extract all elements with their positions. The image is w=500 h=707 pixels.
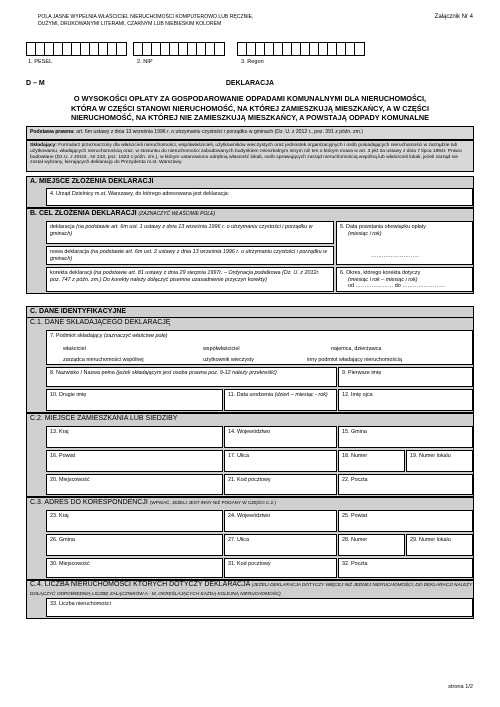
regon-boxes[interactable] — [237, 42, 365, 56]
field-5-label: 5. Data powstania obowiązku opłaty — [340, 224, 427, 230]
field-7-label: 7. Podmiot składający — [50, 333, 103, 339]
field-17-label: 17. Ulica — [228, 453, 249, 459]
pesel-boxes[interactable] — [26, 42, 127, 56]
title-line-1: O WYSOKOŚCI OPŁATY ZA GOSPODAROWANIE ODPADAMI KOMUNALNYMI DLA NIERUCHOMOŚCI, — [73, 94, 427, 103]
field-31-postal-code[interactable] — [224, 558, 337, 578]
nip-boxes[interactable] — [133, 42, 225, 56]
field-27-street[interactable] — [224, 534, 337, 556]
section-c4-title: C.4. LICZBA NIERUCHOMOŚCI KTÓRYCH DOTYCZY DEKLARACJA — [30, 581, 250, 588]
field-10-second-name[interactable] — [46, 389, 223, 411]
field-11-hint: (dzień – miesiąc - rok) — [274, 392, 328, 398]
field-33-label: 33. Liczba nieruchomości — [50, 601, 111, 607]
field-10-label: 10. Drugie imię — [50, 392, 87, 398]
field-26-label: 26. Gmina — [50, 537, 75, 543]
field-14-label: 14. Województwo — [228, 429, 271, 435]
declaration-name: DEKLARACJA — [225, 80, 275, 87]
field-14-voivodeship[interactable] — [224, 426, 337, 448]
option-1-label: deklaracja — [50, 224, 75, 230]
title-line-2: KTÓRA W CZĘŚCI STANOWI NIERUCHOMOŚĆ, NA KTÓREJ ZAMIESZKUJĄ MIESZKAŃCY, A W CZĘŚCI — [71, 103, 429, 113]
field-4-office[interactable] — [46, 188, 473, 206]
opt-other-label: inny podmiot władający nieruchomością — [307, 357, 402, 363]
field-8-hint: (jeżeli składającym jest osoba prawna poz. 9-12 należy przekreślić) — [116, 370, 277, 376]
page-number: strona 1/2 — [448, 684, 473, 690]
legal-basis — [26, 126, 474, 140]
field-32-label: 32. Poczta — [342, 561, 368, 567]
section-c2-title: C.2. MIEJSCE ZAMIESZKANIA LUB SIEDZIBY — [30, 415, 178, 422]
submitters-text: Formularz przeznaczony dla właścicieli nieruchomości, współwłaścicieli, użytkowników wieczystych oraz jednostek organizacyjnych i osób posiadających nieruchomości w zarządzie lub użytkowaniu, władających nieruchomością oraz, w stosunku do nieruchomości zabudowanych budynkiem mieszkalnym innym niż ten o którym mowa w art. 3 pkt 2a ustawy z dnia 7 lipca 1994r. Prawo budowlane (Dz.U. z 2010r., Nr 243, poz. 1623 z późn. zm.), w którym ustanowiono odrębną własność lokali, osób sprawujących zarząd nieruchomością wspólną lub właścicieli lokali, jeżeli zarząd nie został wybrany, kierujących deklarację do Prezydenta m.st. Warszawy. — [30, 143, 462, 166]
purpose-option-declaration[interactable] — [46, 221, 334, 244]
field-12-father-name[interactable] — [338, 389, 473, 411]
field-24-voivodeship[interactable] — [224, 510, 337, 532]
field-21-label: 21. Kod pocztowy — [228, 477, 271, 483]
field-13-label: 13. Kraj — [50, 429, 69, 435]
opt-owner-label: właściciel — [63, 346, 86, 352]
field-20-label: 20. Miejscowość — [50, 477, 90, 483]
opt-perpetual-label: użytkownik wieczysty — [203, 357, 254, 363]
field-29-label: 29. Numer lokalu — [410, 537, 451, 543]
fill-instructions — [38, 14, 338, 27]
section-a-title: A. MIEJSCE ZŁOŻENIA DEKLARACJI — [30, 178, 154, 185]
field-7-hint: (zaznaczyć właściwe pole) — [103, 333, 168, 339]
field-9-label: 9. Pierwsze imię — [342, 370, 382, 376]
field-19-apartment[interactable] — [406, 450, 473, 472]
field-6-correction-period[interactable] — [336, 267, 473, 292]
field-15-commune[interactable] — [338, 426, 473, 448]
opt-owner[interactable] — [63, 346, 86, 353]
field-5-obligation-date[interactable] — [336, 221, 473, 265]
field-22-label: 22. Poczta — [342, 477, 368, 483]
field-28-number[interactable] — [338, 534, 405, 556]
field-17-street[interactable] — [224, 450, 337, 472]
instructions-line-2: DUŻYMI, DRUKOWANYMI LITERAMI, CZARNYM LUB NIEBIESKIM KOLOREM — [38, 20, 222, 27]
opt-tenant[interactable] — [331, 346, 381, 353]
field-15-label: 15. Gmina — [342, 429, 367, 435]
section-b-hint: (ZAZNACZYĆ WŁAŚCIWE POLE) — [138, 211, 216, 217]
purpose-option-new-declaration[interactable] — [46, 246, 334, 265]
section-b-title: B. CEL ZŁOŻENIA DEKLARACJI — [30, 210, 137, 217]
form-title — [26, 94, 474, 123]
field-23-label: 23. Kraj — [50, 513, 69, 519]
field-21-postal-code[interactable] — [224, 474, 337, 495]
field-16-district[interactable] — [46, 450, 223, 472]
field-8-surname[interactable] — [46, 367, 337, 387]
submitters — [26, 140, 474, 172]
field-6-label: 6. Okres, którego korekta dotyczy — [340, 270, 421, 276]
opt-coowner[interactable] — [203, 346, 240, 353]
field-13-country[interactable] — [46, 426, 223, 448]
section-c1-title: C.1. DANE SKŁADAJĄCEGO DEKLARACJĘ — [30, 319, 171, 326]
field-7-entity-type[interactable] — [46, 330, 473, 365]
field-32-post-office[interactable] — [338, 558, 473, 578]
option-1-basis: (na podstawie art. 6m ust. 1 ustawy z dnia 13 września 1996 r. o utrzymaniu czystości i porządku w gminach) — [50, 224, 313, 237]
opt-perpetual[interactable] — [203, 357, 254, 364]
regon-label: 3. Regon — [241, 59, 264, 65]
submitters-label: Składający: — [30, 143, 57, 148]
field-12-label: 12. Imię ojca — [342, 392, 373, 398]
field-25-label: 25. Powiat — [342, 513, 368, 519]
opt-manager-label: zarządca nieruchomości wspólnej — [63, 357, 144, 363]
field-18-label: 18. Numer — [342, 453, 368, 459]
field-4-label: 4. Urząd Dzielnicy m.st. Warszawy, do którego adresowana jest deklaracja: — [50, 191, 230, 197]
field-18-number[interactable] — [338, 450, 405, 472]
instructions-line-1: POLA JASNE WYPEŁNIA WŁAŚCICIEL NIERUCHOMOŚCI KOMPUTEROWO LUB RĘCZNIE, — [38, 14, 254, 20]
opt-tenant-label: najemca, dzierżawca — [331, 346, 382, 352]
field-22-post-office[interactable] — [338, 474, 473, 495]
field-28-label: 28. Numer — [342, 537, 368, 543]
field-5-dots: ……………………… — [371, 253, 420, 259]
section-c4-header — [26, 580, 474, 598]
option-2-basis: (na podstawie art. 6m ust. 2 ustawy z dnia 13 września 1996 r. o utrzymaniu czystości i porządku w gminach) — [50, 249, 327, 262]
opt-coowner-label: współwłaściciel — [203, 346, 240, 352]
field-5-hint: (miesiąc i rok) — [348, 230, 382, 237]
opt-other[interactable] — [307, 357, 402, 364]
field-30-label: 30. Miejscowość — [50, 561, 90, 567]
annex-label: Załącznik Nr 4 — [434, 14, 473, 20]
field-20-city[interactable] — [46, 474, 223, 495]
field-19-label: 19. Numer lokalu — [410, 453, 451, 459]
field-6-dots: od ………………… do …………………… — [348, 283, 446, 290]
field-26-commune[interactable] — [46, 534, 223, 556]
field-11-birth-date[interactable] — [224, 389, 337, 411]
field-6-hint: (miesiąc i rok – miesiąc i rok) — [348, 276, 418, 283]
section-c3-title: C.3. ADRES DO KORESPONDENCJI — [30, 499, 148, 506]
field-23-country[interactable] — [46, 510, 223, 532]
form-code: D – M — [26, 80, 45, 87]
field-30-city[interactable] — [46, 558, 223, 578]
option-3-label: korekta deklaracji — [50, 270, 92, 276]
field-31-label: 31. Kod pocztowy — [228, 561, 271, 567]
section-c3-hint: (WPISAĆ, JEŻELI JEST INNY NIŻ PODANY W CZĘŚCI C.2.) — [149, 500, 276, 505]
field-29-apartment[interactable] — [406, 534, 473, 556]
legal-basis-text: art. 6m ustawy z dnia 13 września 1996 r. o utrzymaniu czystości i porządku w gminach (Dz. U. z 2012 r., poz. 391 z późn. zm.) — [76, 129, 363, 135]
legal-basis-label: Podstawa prawna: — [30, 129, 75, 135]
field-11-label: 11. Data urodzenia — [228, 392, 274, 398]
field-9-first-name[interactable] — [338, 367, 473, 387]
field-33-property-count[interactable] — [46, 598, 473, 617]
option-3-basis: (na podstawie art. 81 ustawy z dnia 29 sierpnia 1997r. – Ordynacja podatkowa (Dz. U. z 2012r. poz. 747 z późn. zm.) Do korekty należy dołączyć pisemne uzasadnienie przyczyn korekty) — [50, 270, 320, 283]
section-c-title: C. DANE IDENTYFIKACYJNE — [30, 308, 127, 315]
nip-label: 2. NIP — [137, 59, 153, 65]
title-line-3: NIERUCHOMOŚĆ, NA KTÓREJ NIE ZAMIESZKUJĄ MIESZKAŃCY, A POWSTAJĄ ODPADY KOMUNALNE — [71, 113, 429, 122]
field-27-label: 27. Ulica — [228, 537, 249, 543]
pesel-label: 1. PESEL — [28, 59, 53, 65]
opt-manager[interactable] — [63, 357, 144, 364]
field-16-label: 16. Powiat — [50, 453, 76, 459]
field-8-label: 8. Nazwisko / Nazwa pełna — [50, 370, 115, 376]
field-25-district[interactable] — [338, 510, 473, 532]
purpose-option-correction[interactable] — [46, 267, 334, 292]
field-24-label: 24. Województwo — [228, 513, 271, 519]
section-c4-hint: (JEŻELI DEKLARACJA DOTYCZY WIĘCEJ NIŻ JEDNEJ NIERUCHOMOŚCI, DO DEKLARACJI NALEŻY DOŁĄCZYĆ ODPOWIEDNIĄ LICZBĘ ZAŁĄCZNIKÓW A - M, OKREŚLAJĄCYCH KAŻDĄ KOLEJNĄ NIERUCHOMOŚĆ) — [30, 582, 473, 596]
option-2-label: nowa deklaracja — [50, 249, 89, 255]
